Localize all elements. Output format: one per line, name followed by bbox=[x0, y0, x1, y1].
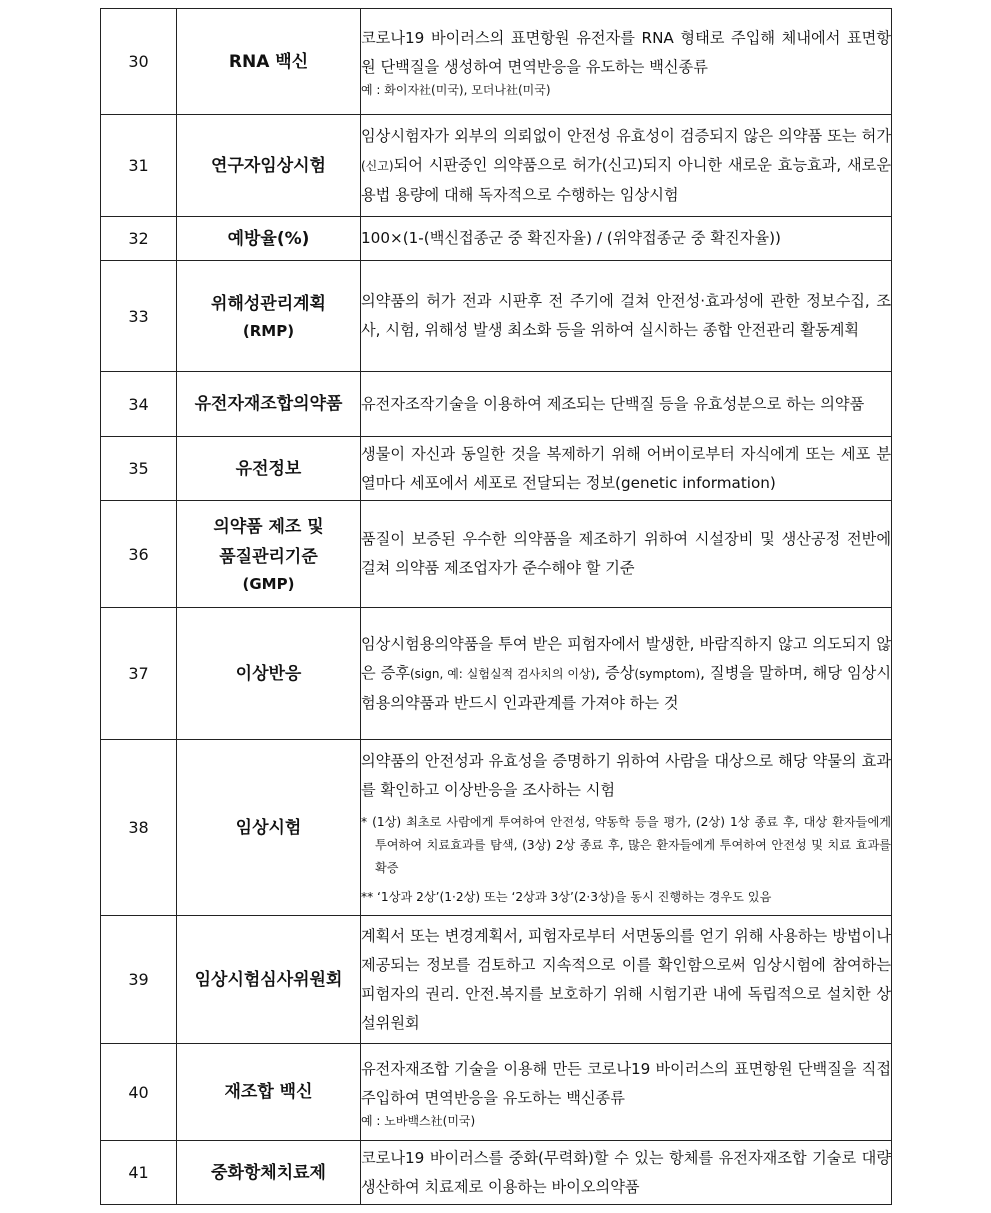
row-number: 41 bbox=[101, 1141, 177, 1205]
row-number: 39 bbox=[101, 916, 177, 1044]
table-row bbox=[101, 608, 892, 740]
definition-text: 코로나19 바이러스의 표면항원 유전자를 RNA 형태로 주입해 체내에서 표면항원 단백질을 생성하여 면역반응을 유도하는 백신종류 bbox=[361, 29, 891, 76]
definition-text: 의약품의 안전성과 유효성을 증명하기 위하여 사람을 대상으로 해당 약물의 효과를 확인하고 이상반응을 조사하는 시험 bbox=[361, 751, 891, 799]
definition-small-text: (sign, 예: 실험실적 검사치의 이상) bbox=[409, 666, 596, 681]
term-abbreviation: (GMP) bbox=[242, 575, 295, 593]
table-row bbox=[101, 916, 892, 1044]
table-row bbox=[101, 115, 892, 217]
definition bbox=[361, 740, 892, 916]
term: 중화항체치료제 bbox=[177, 1141, 361, 1205]
definition-text: , 증상 bbox=[595, 663, 635, 682]
term: 예방율(%) bbox=[177, 217, 361, 261]
term: RNA 백신 bbox=[177, 9, 361, 115]
row-number: 32 bbox=[101, 217, 177, 261]
example-text: 예 : 노바백스社(미국) bbox=[361, 1113, 476, 1128]
term: 재조합 백신 bbox=[177, 1044, 361, 1141]
table-row bbox=[101, 372, 892, 437]
row-number: 40 bbox=[101, 1044, 177, 1141]
row-number: 31 bbox=[101, 115, 177, 217]
example-text: 예 : 화이자社(미국), 모더나社(미국) bbox=[361, 83, 551, 97]
row-number: 30 bbox=[101, 9, 177, 115]
glossary-table bbox=[100, 8, 892, 1205]
footnote: * (1상) 최초로 사람에게 투여하여 안전성, 약동학 등을 평가, (2상) 1상 종료 후, 대상 환자들에게 투여하여 치료효과를 탐색, (3상) 2상 종료 후, 많은 환자들에게 투여하여 안전성 및 치료 효과를 확증 bbox=[361, 814, 891, 875]
term bbox=[177, 501, 361, 608]
definition bbox=[361, 9, 892, 115]
term: 유전정보 bbox=[177, 437, 361, 501]
term: 임상시험 bbox=[177, 740, 361, 916]
table-row bbox=[101, 217, 892, 261]
definition bbox=[361, 115, 892, 217]
table-row bbox=[101, 1141, 892, 1205]
term: 이상반응 bbox=[177, 608, 361, 740]
table-row bbox=[101, 9, 892, 115]
definition bbox=[361, 1044, 892, 1141]
term-abbreviation: (RMP) bbox=[242, 322, 295, 340]
row-number: 34 bbox=[101, 372, 177, 437]
definition bbox=[361, 608, 892, 740]
term-text: 의약품 제조 및 bbox=[213, 517, 324, 537]
table-row bbox=[101, 501, 892, 608]
term-text: 위해성관리계획 bbox=[211, 294, 326, 314]
definition: 100×(1-(백신접종군 중 확진자율) / (위약접종군 중 확진자율)) bbox=[361, 217, 892, 261]
definition: 의약품의 허가 전과 시판후 전 주기에 걸쳐 안전성·효과성에 관한 정보수집, 조사, 시험, 위해성 발생 최소화 등을 위하여 실시하는 종합 안전관리 활동계획 bbox=[361, 261, 892, 372]
row-number: 37 bbox=[101, 608, 177, 740]
definition: 계획서 또는 변경계획서, 피험자로부터 서면동의를 얻기 위해 사용하는 방법이나 제공되는 정보를 검토하고 지속적으로 이를 확인함으로써 임상시험에 참여하는 피험자의 권리. 안전.복지를 보호하기 위해 시험기관 내에 독립적으로 설치한 상설위원회 bbox=[361, 916, 892, 1044]
definition: 코로나19 바이러스를 중화(무력화)할 수 있는 항체를 유전자재조합 기술로 대량 생산하여 치료제로 이용하는 바이오의약품 bbox=[361, 1141, 892, 1205]
definition-small-text: (symptom) bbox=[634, 666, 701, 681]
term: 유전자재조합의약품 bbox=[177, 372, 361, 437]
definition-text: 유전자재조합 기술을 이용해 만든 코로나19 바이러스의 표면항원 단백질을 직접 주입하여 면역반응을 유도하는 백신종류 bbox=[361, 1059, 891, 1107]
term: 연구자임상시험 bbox=[177, 115, 361, 217]
row-number: 36 bbox=[101, 501, 177, 608]
row-number: 38 bbox=[101, 740, 177, 916]
definition: 생물이 자신과 동일한 것을 복제하기 위해 어버이로부터 자식에게 또는 세포 분열마다 세포에서 세포로 전달되는 정보(genetic information) bbox=[361, 437, 892, 501]
row-number: 35 bbox=[101, 437, 177, 501]
term bbox=[177, 261, 361, 372]
definition: 유전자조작기술을 이용하여 제조되는 단백질 등을 유효성분으로 하는 의약품 bbox=[361, 372, 892, 437]
table-row bbox=[101, 740, 892, 916]
footnote: ** ‘1상과 2상’(1·2상) 또는 ‘2상과 3상’(2·3상)을 동시 진행하는 경우도 있음 bbox=[361, 889, 772, 904]
definition-text: 임상시험자가 외부의 의뢰없이 안전성 유효성이 검증되지 않은 의약품 또는 허가 bbox=[361, 126, 891, 145]
definition-text: , 질병을 말하며, 해당 임상시험용의약품과 반드시 인과관계를 가져야 하는 것 bbox=[361, 663, 891, 712]
definition-text: 임상시험용의약품을 투여 받은 피험자에서 발생한, 바람직하지 않고 의도되지 않은 증후 bbox=[361, 634, 891, 682]
definition-small-text: (신고) bbox=[361, 158, 394, 173]
table-row bbox=[101, 1044, 892, 1141]
definition: 품질이 보증된 우수한 의약품을 제조하기 위하여 시설장비 및 생산공정 전반에 걸쳐 의약품 제조업자가 준수해야 할 기준 bbox=[361, 501, 892, 608]
term-text: 품질관리기준 bbox=[219, 547, 318, 567]
definition-text: 되어 시판중인 의약품으로 허가(신고)되지 아니한 새로운 효능효과, 새로운 용법 용량에 대해 독자적으로 수행하는 임상시험 bbox=[361, 155, 891, 204]
term: 임상시험심사위원회 bbox=[177, 916, 361, 1044]
table-row bbox=[101, 261, 892, 372]
row-number: 33 bbox=[101, 261, 177, 372]
table-row bbox=[101, 437, 892, 501]
